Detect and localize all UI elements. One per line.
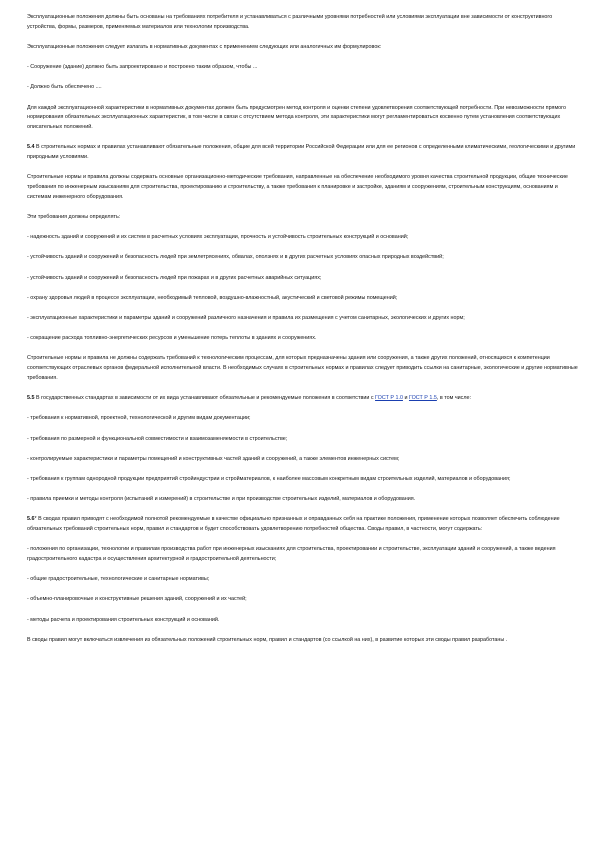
clause-text: * В сводах правил приводят с необходимой полнотой рекомендуемые в качестве официально признанных и оправданных себя на практике положения, применение которых позволяет обеспечить соблюдение обязательных требований строительных норм, правил и стандартов и будет способствовать удовлетворению потребностей общества. Своды правил, в частности, могут содержать: bbox=[27, 516, 560, 533]
clause-text: В государственных стандартах в зависимости от их вида устанавливают обязательные и рекомендуемые положения в соответствии с bbox=[34, 395, 376, 402]
clause-5-4 bbox=[27, 143, 579, 163]
clause-number: 5.4 bbox=[27, 144, 35, 151]
list-item-code-2: - общие градостроительные, технологические и санитарные нормативы; bbox=[27, 576, 210, 583]
paragraph-4: Строительные нормы и правила должны содержать основные организационно-методические требования, направленные на обеспечение необходимого уровня качества строительной продукции, общие технические требования по инженерным изысканиям для строительства, проектированию и строительству, а также требования к планировке и застройке, зданиям и сооружениям, строительным конструкциям, основаниям и системам инженерного оборудования. bbox=[27, 174, 568, 200]
list-item-requirement-4: - охрану здоровья людей в процессе эксплуатации, необходимый тепловой, воздушно-влажностный, акустический и световой режимы помещений; bbox=[27, 294, 398, 301]
paragraph-6: Строительные нормы и правила не должны содержать требований к технологическим процессам, для которых предназначены здания или сооружения, а также других положений, относящихся к компетенции соответствующих отраслевых органов федеральной исполнительной власти. В необходимых случаях в строительных нормах и правилах следует приводить ссылки на санитарные, экологические и другие нормативные требования. bbox=[27, 355, 578, 381]
clause-number: 5.6 bbox=[27, 516, 35, 523]
list-item-standard-1: - требования к нормативной, проектной, технологической и другим видам документации; bbox=[27, 415, 251, 422]
paragraph-2: Эксплуатационные положения следует излагать в нормативных документах с применением следующих или аналогичных им формулировок: bbox=[27, 43, 382, 50]
list-item-requirement-6: - сокращение расхода топливно-энергетических ресурсов и уменьшение потерь теплоты в зданиях и сооружениях. bbox=[27, 335, 317, 342]
gost-r-1-5-link[interactable]: ГОСТ Р 1.5 bbox=[408, 395, 437, 402]
list-item-code-4: - методы расчета и проектирования строительных конструкций и оснований. bbox=[27, 616, 220, 623]
clause-text-mid: и bbox=[402, 395, 409, 402]
clause-text-after: , в том числе: bbox=[436, 395, 471, 402]
paragraph-7: В своды правил могут включаться извлечения из обязательных положений строительных норм, правил и стандартов (со ссылкой на них), в развитие которых эти своды правил разработаны . bbox=[27, 636, 508, 643]
clause-number: 5.5 bbox=[27, 395, 35, 402]
list-item-formulation-2: - Должно быть обеспечено .... bbox=[27, 84, 102, 91]
paragraph-3: Для каждой эксплуатационной характеристики в нормативных документах должен быть предусмотрен метод контроля и оценки степени удовлетворения соответствующей потребности. При невозможности прямого нормирования обязательных эксплуатационных характеристик, в том числе в связи с отсутствием метода контроля, эти характеристики могут регламентироваться косвенно путем установления соответствующих описательных положений. bbox=[27, 104, 566, 131]
list-item-formulation-1: - Сооружение (здание) должно быть запроектировано и построено таким образом, чтобы ... bbox=[27, 64, 258, 71]
list-item-requirement-1: - надежность зданий и сооружений и их систем в расчетных условиях эксплуатации, прочность и устойчивость строительных конструкций и оснований; bbox=[27, 234, 409, 241]
list-item-standard-5: - правила приемки и методы контроля (испытаний и измерений) в строительстве и при производстве строительных изделий, материалов и оборудования. bbox=[27, 496, 416, 503]
list-item-standard-4: - требования к группам однородной продукции предприятий стройиндустрии и стройматериалов, к наиболее массовым конкретным видам строительных изделий, материалов и оборудования; bbox=[27, 475, 511, 482]
list-item-code-3: - объемно-планировочные и конструктивные решения зданий, сооружений и их частей; bbox=[27, 596, 247, 603]
list-item-standard-2: - требования по размерной и функциональной совместимости и взаимозаменяемости в строительстве; bbox=[27, 435, 288, 442]
list-item-standard-3: - контролируемые характеристики и параметры помещений и конструктивных частей зданий и сооружений, а также элементов инженерных систем; bbox=[27, 455, 400, 462]
clause-text: В строительных нормах и правилах устанавливают обязательные положения, общие для всей территории Российской Федерации или для ее регионов с определенными климатическими, геологическими и другими природными условиями. bbox=[27, 144, 576, 161]
list-item-requirement-2: - устойчивость зданий и сооружений и безопасность людей при землетрясениях, обвалах, оползнях и в других расчетных условиях опасных природных воздействий; bbox=[27, 254, 444, 261]
clause-5-5 bbox=[27, 394, 579, 404]
gost-r-1-0-link[interactable]: ГОСТ Р 1.0 bbox=[375, 395, 403, 402]
list-item-requirement-3: - устойчивость зданий и сооружений и безопасность людей при пожарах и в других расчетных аварийных ситуациях; bbox=[27, 274, 322, 281]
paragraph-5: Эти требования должны определять: bbox=[27, 214, 121, 221]
list-item-code-1: - положения по организации, технологии и правилам производства работ при инженерных изысканиях для строительства, проектировании и строительстве, эксплуатации зданий и сооружений, а также ведения градостроительного кадастра и осуществления архитектурной и градостроительной деятельности; bbox=[27, 546, 556, 563]
paragraph-1: Эксплуатационные положения должны быть основаны на требованиях потребителя и устанавливаться с различными уровнями потребностей или условиями эксплуатации вне зависимости от конструктивного устройства, формы, размеров, применяемых материалов или технологии производства. bbox=[27, 14, 553, 30]
list-item-requirement-5: - эксплуатационные характеристики и параметры зданий и сооружений различного назначения и правила их размещения с учетом санитарных, экологических и других норм; bbox=[27, 315, 465, 322]
clause-5-6 bbox=[27, 515, 579, 535]
